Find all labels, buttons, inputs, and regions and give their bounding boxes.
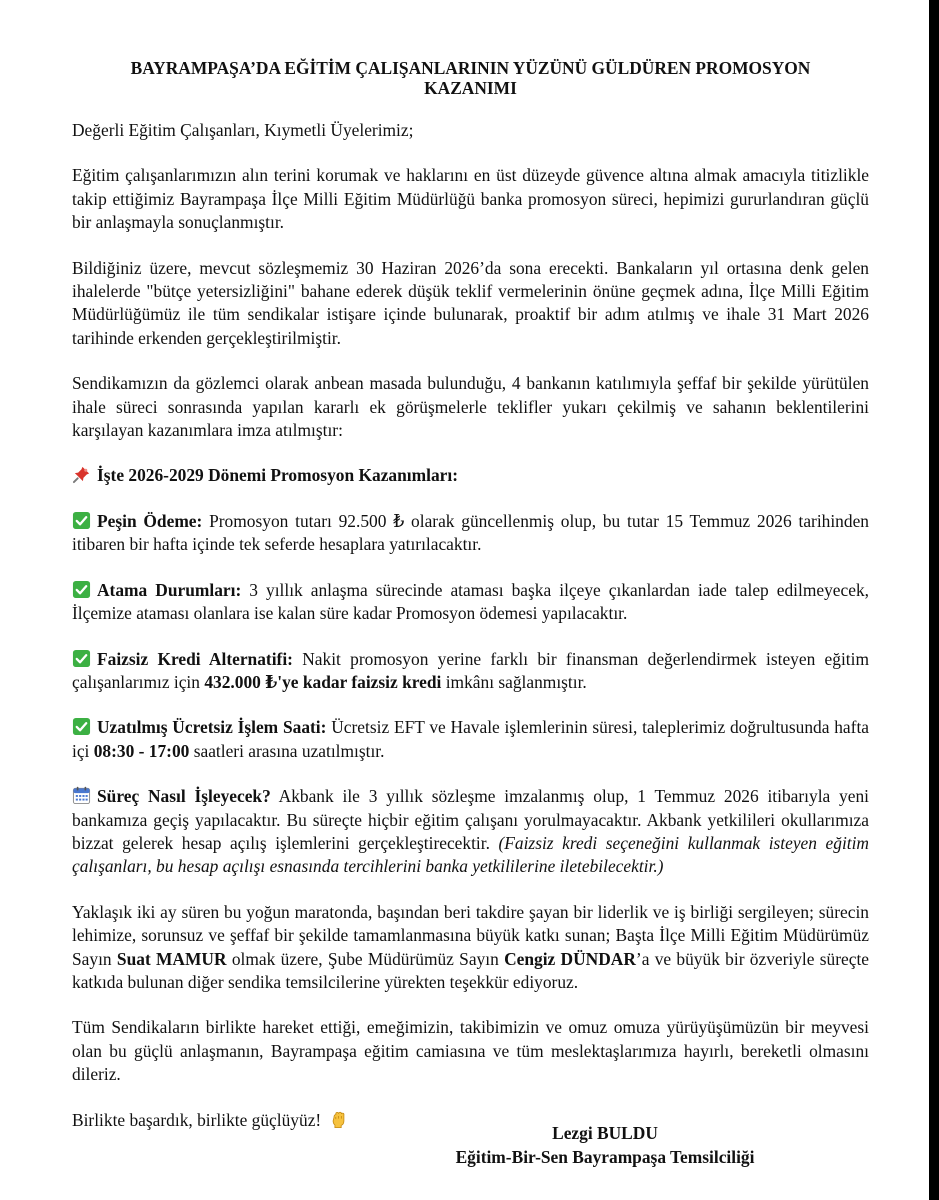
paragraph-tender: Sendikamızın da gözlemci olarak anbean masada bulunduğu, 4 bankanın katılımıyla şeffaf bir şekilde yürütülen ihale süreci sonrasında yapılan kararlı ek görüşmelerle teklifler yukarı çekilmiş ve sahanın beklentilerini karşılayan kazanımlara imza atılmıştır: — [72, 373, 869, 441]
check-mark-button-icon — [72, 717, 91, 736]
pushpin-icon — [72, 465, 91, 484]
gain-item-text-end: imkânı sağlanmıştır. — [441, 671, 587, 692]
closing-paragraph: Tüm Sendikaların birlikte hareket ettiği, emeğimizin, takibimizin ve omuz omuza yürüyüşümüzün bir meyvesi olan bu güçlü anlaşmanın, Bayrampaşa eğitim camiasına ve tüm meslektaşlarımıza hayırlı, bereketli olmasını dileriz. — [72, 1017, 869, 1085]
process-label: Süreç Nasıl İşleyecek? — [97, 786, 271, 807]
thanks-text: Yaklaşık iki ay süren bu yoğun maratonda, başından beri takdire şayan bir liderlik ve iş birliği sergileyen; sürecin lehimize, sorunsuz ve şeffaf bir şekilde tamamlanmasına büyük katkı sunan; Başta İlçe Milli Eğitim Müdürümüz Sayın — [72, 901, 869, 969]
paragraph-intro: Eğitim çalışanlarımızın alın terini korumak ve haklarını en üst düzeyde güvence altına almak amacıyla titizlikle takip ettiğimiz Bayrampaşa İlçe Milli Eğitim Müdürlüğü banka promosyon süreci, hepimizi gururlandıran güçlü bir anlaşmayla sonuçlanmıştır. — [72, 165, 869, 233]
calendar-icon — [72, 786, 91, 805]
check-mark-button-icon — [72, 580, 91, 599]
thanks-text-end: ’a ve büyük bir özveriyle süreçte katkıda bulunan diğer sendika temsilcilerine yürekten teşekkür ediyoruz. — [72, 948, 870, 992]
closing-line: Birlikte başardık, birlikte güçlüyüz! — [72, 1109, 322, 1130]
gain-item-label: Peşin Ödeme: — [97, 510, 203, 531]
gain-item-assignment — [72, 579, 869, 626]
gain-item-interest-free-loan — [72, 648, 869, 695]
gain-item-upfront-payment — [72, 510, 869, 557]
signature-name: Lezgi BULDU — [552, 1123, 658, 1143]
process-note: (Faizsiz kredi seçeneğini kullanmak isteyen eğitim çalışanları, bu hesap açılışı esnasında tercihlerini banka yetkililerine iletebilecektir.) — [72, 832, 869, 877]
gain-item-label: Uzatılmış Ücretsiz İşlem Saati: — [97, 717, 327, 738]
gain-item-extended-hours — [72, 716, 869, 763]
greeting: Değerli Eğitim Çalışanları, Kıymetli Üyelerimiz; — [72, 120, 414, 140]
gain-item-label: Atama Durumları: — [97, 579, 242, 600]
gain-item-label: Faizsiz Kredi Alternatifi: — [97, 648, 293, 669]
process-paragraph — [72, 785, 869, 879]
document-title: BAYRAMPAŞA’DA EĞİTİM ÇALIŞANLARININ YÜZÜNÜ GÜLDÜREN PROMOSYON KAZANIMI — [130, 58, 811, 98]
gains-heading-row — [72, 464, 869, 487]
signature-organization: Eğitim-Bir-Sen Bayrampaşa Temsilciliği — [455, 1146, 755, 1167]
thanks-name-branch-director: Cengiz DÜNDAR — [504, 948, 636, 969]
gain-item-text: Promosyon tutarı 92.500 ₺ olarak güncellenmiş olup, bu tutar 15 Temmuz 2026 tarihinden itibaren bir hafta içinde tek seferde hesaplara yatırılacaktır. — [72, 510, 869, 555]
signature-block — [400, 1122, 810, 1169]
gains-heading: İşte 2026-2029 Dönemi Promosyon Kazanımları: — [97, 465, 458, 486]
thanks-text-mid: olmak üzere, Şube Müdürümüz Sayın — [226, 948, 505, 969]
process-text: Akbank ile 3 yıllık sözleşme imzalanmış olup, 1 Temmuz 2026 itibarıyla yeni bankamıza geçiş yapılacaktır. Bu süreçte hiçbir eğitim çalışanı yorulmayacaktır. Akbank yetkilileri okullarımıza bizzat gelerek hesap açılış işlemlerini gerçekleştirecektir. — [72, 786, 869, 853]
gain-item-text: Nakit promosyon yerine farklı bir finansman değerlendirmek isteyen eğitim çalışanlarımız için — [72, 648, 869, 692]
thanks-name-director: Suat MAMUR — [116, 948, 227, 969]
gain-item-text-end: saatleri arasına uzatılmıştır. — [189, 740, 385, 761]
gain-item-text: 3 yıllık anlaşma sürecinde ataması başka ilçeye çıkanlardan iade talep edilmeyecek, İlçemize ataması olanlara ise kalan süre kadar Promosyon ödemesi yapılacaktır. — [72, 579, 869, 624]
thanks-paragraph — [72, 901, 869, 995]
check-mark-button-icon — [72, 649, 91, 668]
paragraph-background: Bildiğiniz üzere, mevcut sözleşmemiz 30 Haziran 2026’da sona erecekti. Bankaların yıl ortasına denk gelen ihalelerde "bütçe yetersizliğini" bahane ederek düşük teklif vermelerinin önüne geçmek adına, İlçe Milli Eğitim Müdürlüğümüz ile tüm sendikalar istişare içinde bulunarak, proaktif bir adım atılmış ve ihale 31 Mart 2026 tarihinde erkenden gerçekleştirilmiştir. — [72, 257, 869, 348]
check-mark-button-icon — [72, 511, 91, 530]
gain-item-text: Ücretsiz EFT ve Havale işlemlerinin süresi, taleplerimiz doğrultusunda hafta içi — [72, 717, 869, 761]
gain-item-emphasis: 432.000 ₺'ye kadar faizsiz kredi — [204, 671, 442, 692]
document-body — [72, 58, 869, 1154]
raised-fist-icon — [330, 1111, 347, 1129]
gain-item-emphasis: 08:30 - 17:00 — [93, 740, 190, 761]
